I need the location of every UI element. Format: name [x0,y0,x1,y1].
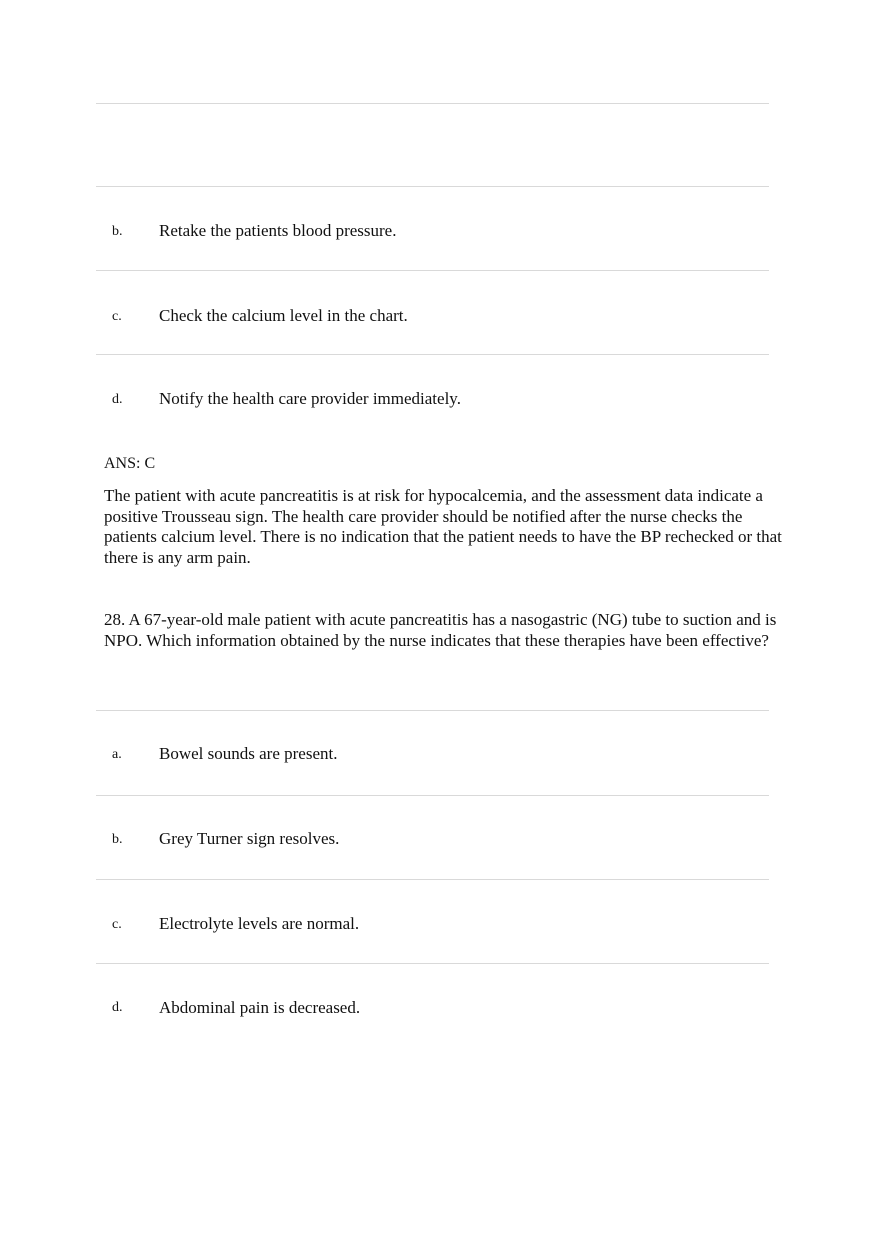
option-letter: a. [112,747,122,762]
table-rule [96,795,769,796]
table-rule [96,879,769,880]
option-letter: c. [112,917,122,932]
table-rule [96,710,769,711]
option-letter: d. [112,1000,123,1015]
table-rule [96,186,769,187]
option-text: Abdominal pain is decreased. [159,998,361,1017]
question-stem: 28. A 67-year-old male patient with acute pancreatitis has a nasogastric (NG) tube to suction and is NPO. Which information obtained by the nurse indicates that these therapies have been effective? [104,610,777,650]
option-text: Grey Turner sign resolves. [159,829,340,848]
option-text: Notify the health care provider immediately. [159,389,461,408]
option-text: Retake the patients blood pressure. [159,221,397,240]
option-letter: b. [112,832,123,847]
option-text: Check the calcium level in the chart. [159,306,408,325]
table-rule [96,270,769,271]
option-letter: d. [112,392,123,407]
rationale-paragraph: The patient with acute pancreatitis is at risk for hypocalcemia, and the assessment data indicate a positive Trousseau sign. The health care provider should be notified after the nurse checks the patients calcium level. There is no indication that the patient needs to have the BP rechecked or that there is any arm pain. [104,486,782,567]
table-rule [96,103,769,104]
option-letter: c. [112,309,122,324]
answer-key: ANS: C [104,455,156,472]
option-letter: b. [112,224,123,239]
table-rule [96,354,769,355]
option-text: Bowel sounds are present. [159,744,338,763]
option-text: Electrolyte levels are normal. [159,914,360,933]
table-rule [96,963,769,964]
